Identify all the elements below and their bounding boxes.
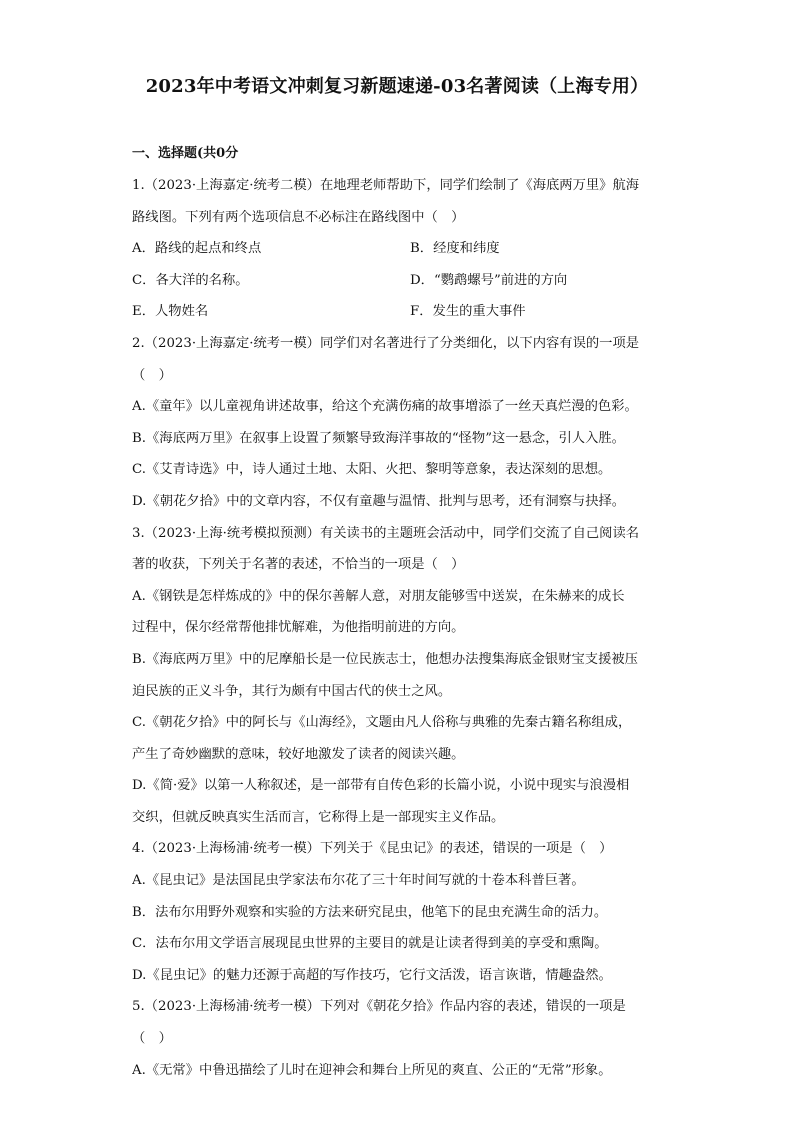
q1-option-f: F．发生的重大事件 [410,304,526,320]
q1-stem-line-1: 1.（2023·上海嘉定·统考二模）在地理老师帮助下，同学们绘制了《海底两万里》航海 [132,178,640,193]
q3-option-d-line-2: 交织，但就反映真实生活而言，它称得上是一部现实主义作品。 [132,809,505,825]
q2-option-a: A.《童年》以儿童视角讲述故事，给这个充满伤痛的故事增添了一丝天真烂漫的色彩。 [132,399,638,415]
section-heading: 一、选择题(共0分 [132,146,239,161]
q3-option-b-line-1: B.《海底两万里》中的尼摩船长是一位民族志士，他想办法搜集海底金银财宝支援被压 [132,651,638,667]
q3-option-c-line-2: 产生了奇妙幽默的意味，较好地激发了读者的阅读兴趣。 [132,746,465,762]
q5-option-a: A.《无常》中鲁迅描绘了儿时在迎神会和舞台上所见的爽直、公正的“无常”形象。 [132,1062,612,1078]
q1-option-row [132,265,662,297]
q1-option-d: D．“鹦鹉螺号”前进的方向 [410,272,568,288]
q3-stem-line-1: 3.（2023·上海·统考模拟预测）有关读书的主题班会活动中，同学们交流了自己阅读名 [132,525,640,541]
q2-stem-line-1: 2.（2023·上海嘉定·统考一模）同学们对名著进行了分类细化，以下内容有误的一项是 [132,335,640,351]
q1-option-c: C．各大洋的名称。 [132,272,249,288]
q1-option-row [132,233,662,265]
q1-stem-line-2: 路线图。下列有两个选项信息不必标注在路线图中（ ） [132,209,465,225]
q3-option-a-line-2: 过程中，保尔经常帮他排忧解难，为他指明前进的方向。 [132,620,465,636]
q1-option-e: E．人物姓名 [132,304,209,320]
q4-option-a: A.《昆虫记》是法国昆虫学家法布尔花了三十年时间写就的十卷本科普巨著。 [132,873,585,889]
q2-option-b: B.《海底两万里》在叙事上设置了频繁导致海洋事故的“怪物”这一悬念，引人入胜。 [132,430,625,446]
q2-stem-line-2: （ ） [132,367,172,383]
q3-option-c-line-1: C.《朝花夕拾》中的阿长与《山海经》，文题由凡人俗称与典雅的先秦古籍名称组成， [132,715,632,731]
q5-stem-line-1: 5.（2023·上海杨浦·统考一模）下列对《朝花夕拾》作品内容的表述，错误的一项是 [132,999,626,1015]
q1-option-b: B．经度和纬度 [410,241,500,257]
q3-option-b-line-2: 迫民族的正义斗争，其行为颇有中国古代的侠士之风。 [132,683,452,699]
q4-option-d: D.《昆虫记》的魅力还源于高超的写作技巧，它行文活泼，语言诙谐，情趣盎然。 [132,967,612,983]
q2-option-d: D.《朝花夕拾》中的文章内容，不仅有童趣与温情、批判与思考，还有洞察与抉择。 [132,493,626,509]
page-title: 2023年中考语文冲刺复习新题速递-03名著阅读（上海专用） [145,76,649,97]
q4-option-b: B．法布尔用野外观察和实验的方法来研究昆虫，他笔下的昆虫充满生命的活力。 [132,904,608,920]
question-list [132,144,662,1086]
q5-stem-line-2: （ ） [132,1031,172,1047]
q1-option-a: A．路线的起点和终点 [132,241,262,257]
q3-stem-line-2: 著的收获，下列关于名著的表述，不恰当的一项是（ ） [132,557,465,573]
q4-option-c: C．法布尔用文学语言展现昆虫世界的主要目的就是让读者得到美的享受和熏陶。 [132,936,608,952]
q4-stem: 4.（2023·上海杨浦·统考一模）下列关于《昆虫记》的表述，错误的一项是（ ） [132,841,613,857]
q3-option-a-line-1: A.《钢铁是怎样炼成的》中的保尔善解人意，对朋友能够雪中送炭，在朱赫来的成长 [132,588,625,604]
q3-option-d-line-1: D.《简·爱》以第一人称叙述，是一部带有自传色彩的长篇小说，小说中现实与浪漫相 [132,778,630,794]
q1-option-row [132,296,662,328]
q2-option-c: C.《艾青诗选》中，诗人通过土地、太阳、火把、黎明等意象，表达深刻的思想。 [132,462,612,478]
